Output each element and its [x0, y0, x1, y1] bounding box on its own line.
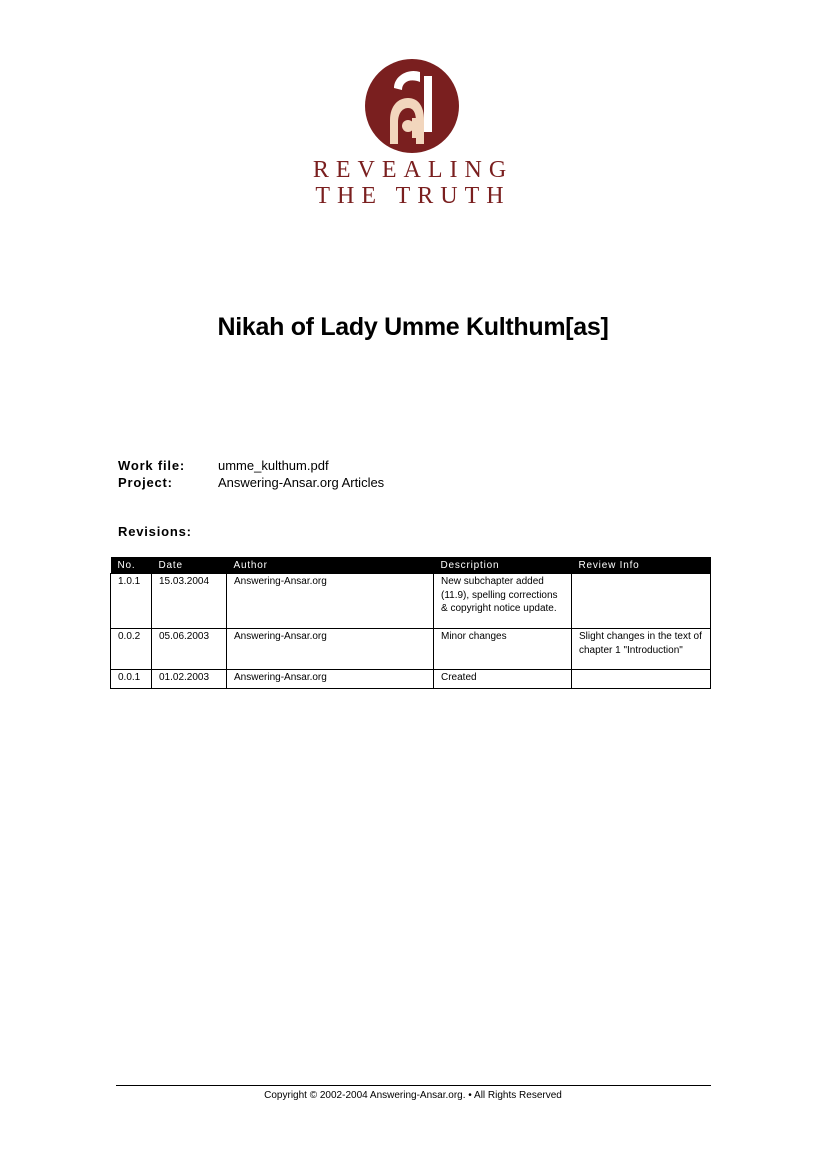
work-file-row	[118, 458, 329, 473]
document-title: Nikah of Lady Umme Kulthum[as]	[217, 313, 609, 341]
table-header-row	[111, 557, 711, 574]
revealing-the-truth-logo-icon	[364, 58, 460, 154]
cell-description: Minor changes	[434, 629, 572, 670]
column-header-no: No.	[111, 557, 152, 574]
cell-review-info	[572, 574, 711, 629]
cell-author: Answering-Ansar.org	[227, 670, 434, 689]
table-row	[111, 629, 711, 670]
column-header-date: Date	[152, 557, 227, 574]
footer-copyright: Copyright © 2002-2004 Answering-Ansar.org. • All Rights Reserved	[264, 1090, 562, 1101]
cell-review-info	[572, 670, 711, 689]
logo-text-line1: REVEALING	[312, 157, 514, 183]
revisions-table	[110, 557, 711, 689]
work-file-value: umme_kulthum.pdf	[218, 458, 329, 473]
cell-no: 0.0.1	[111, 670, 152, 689]
cell-author: Answering-Ansar.org	[227, 629, 434, 670]
cell-no: 1.0.1	[111, 574, 152, 629]
logo-text-line2: THE TRUTH	[315, 183, 511, 209]
table-row	[111, 670, 711, 689]
work-file-label: Work file:	[118, 458, 185, 473]
cell-date: 05.06.2003	[152, 629, 227, 670]
cell-description: Created	[434, 670, 572, 689]
project-label: Project:	[118, 475, 173, 490]
table-row	[111, 574, 711, 629]
cell-no: 0.0.2	[111, 629, 152, 670]
column-header-author: Author	[227, 557, 434, 574]
column-header-review-info: Review Info	[572, 557, 711, 574]
revisions-label: Revisions:	[118, 524, 192, 539]
cell-date: 01.02.2003	[152, 670, 227, 689]
cell-date: 15.03.2004	[152, 574, 227, 629]
footer-divider	[116, 1085, 711, 1086]
project-row	[118, 475, 384, 490]
project-value: Answering-Ansar.org Articles	[218, 475, 385, 490]
cell-review-info: Slight changes in the text of chapter 1 "Introduction"	[572, 629, 711, 670]
cell-author: Answering-Ansar.org	[227, 574, 434, 629]
cell-description: New subchapter added (11.9), spelling corrections & copyright notice update.	[434, 574, 572, 629]
column-header-description: Description	[434, 557, 572, 574]
